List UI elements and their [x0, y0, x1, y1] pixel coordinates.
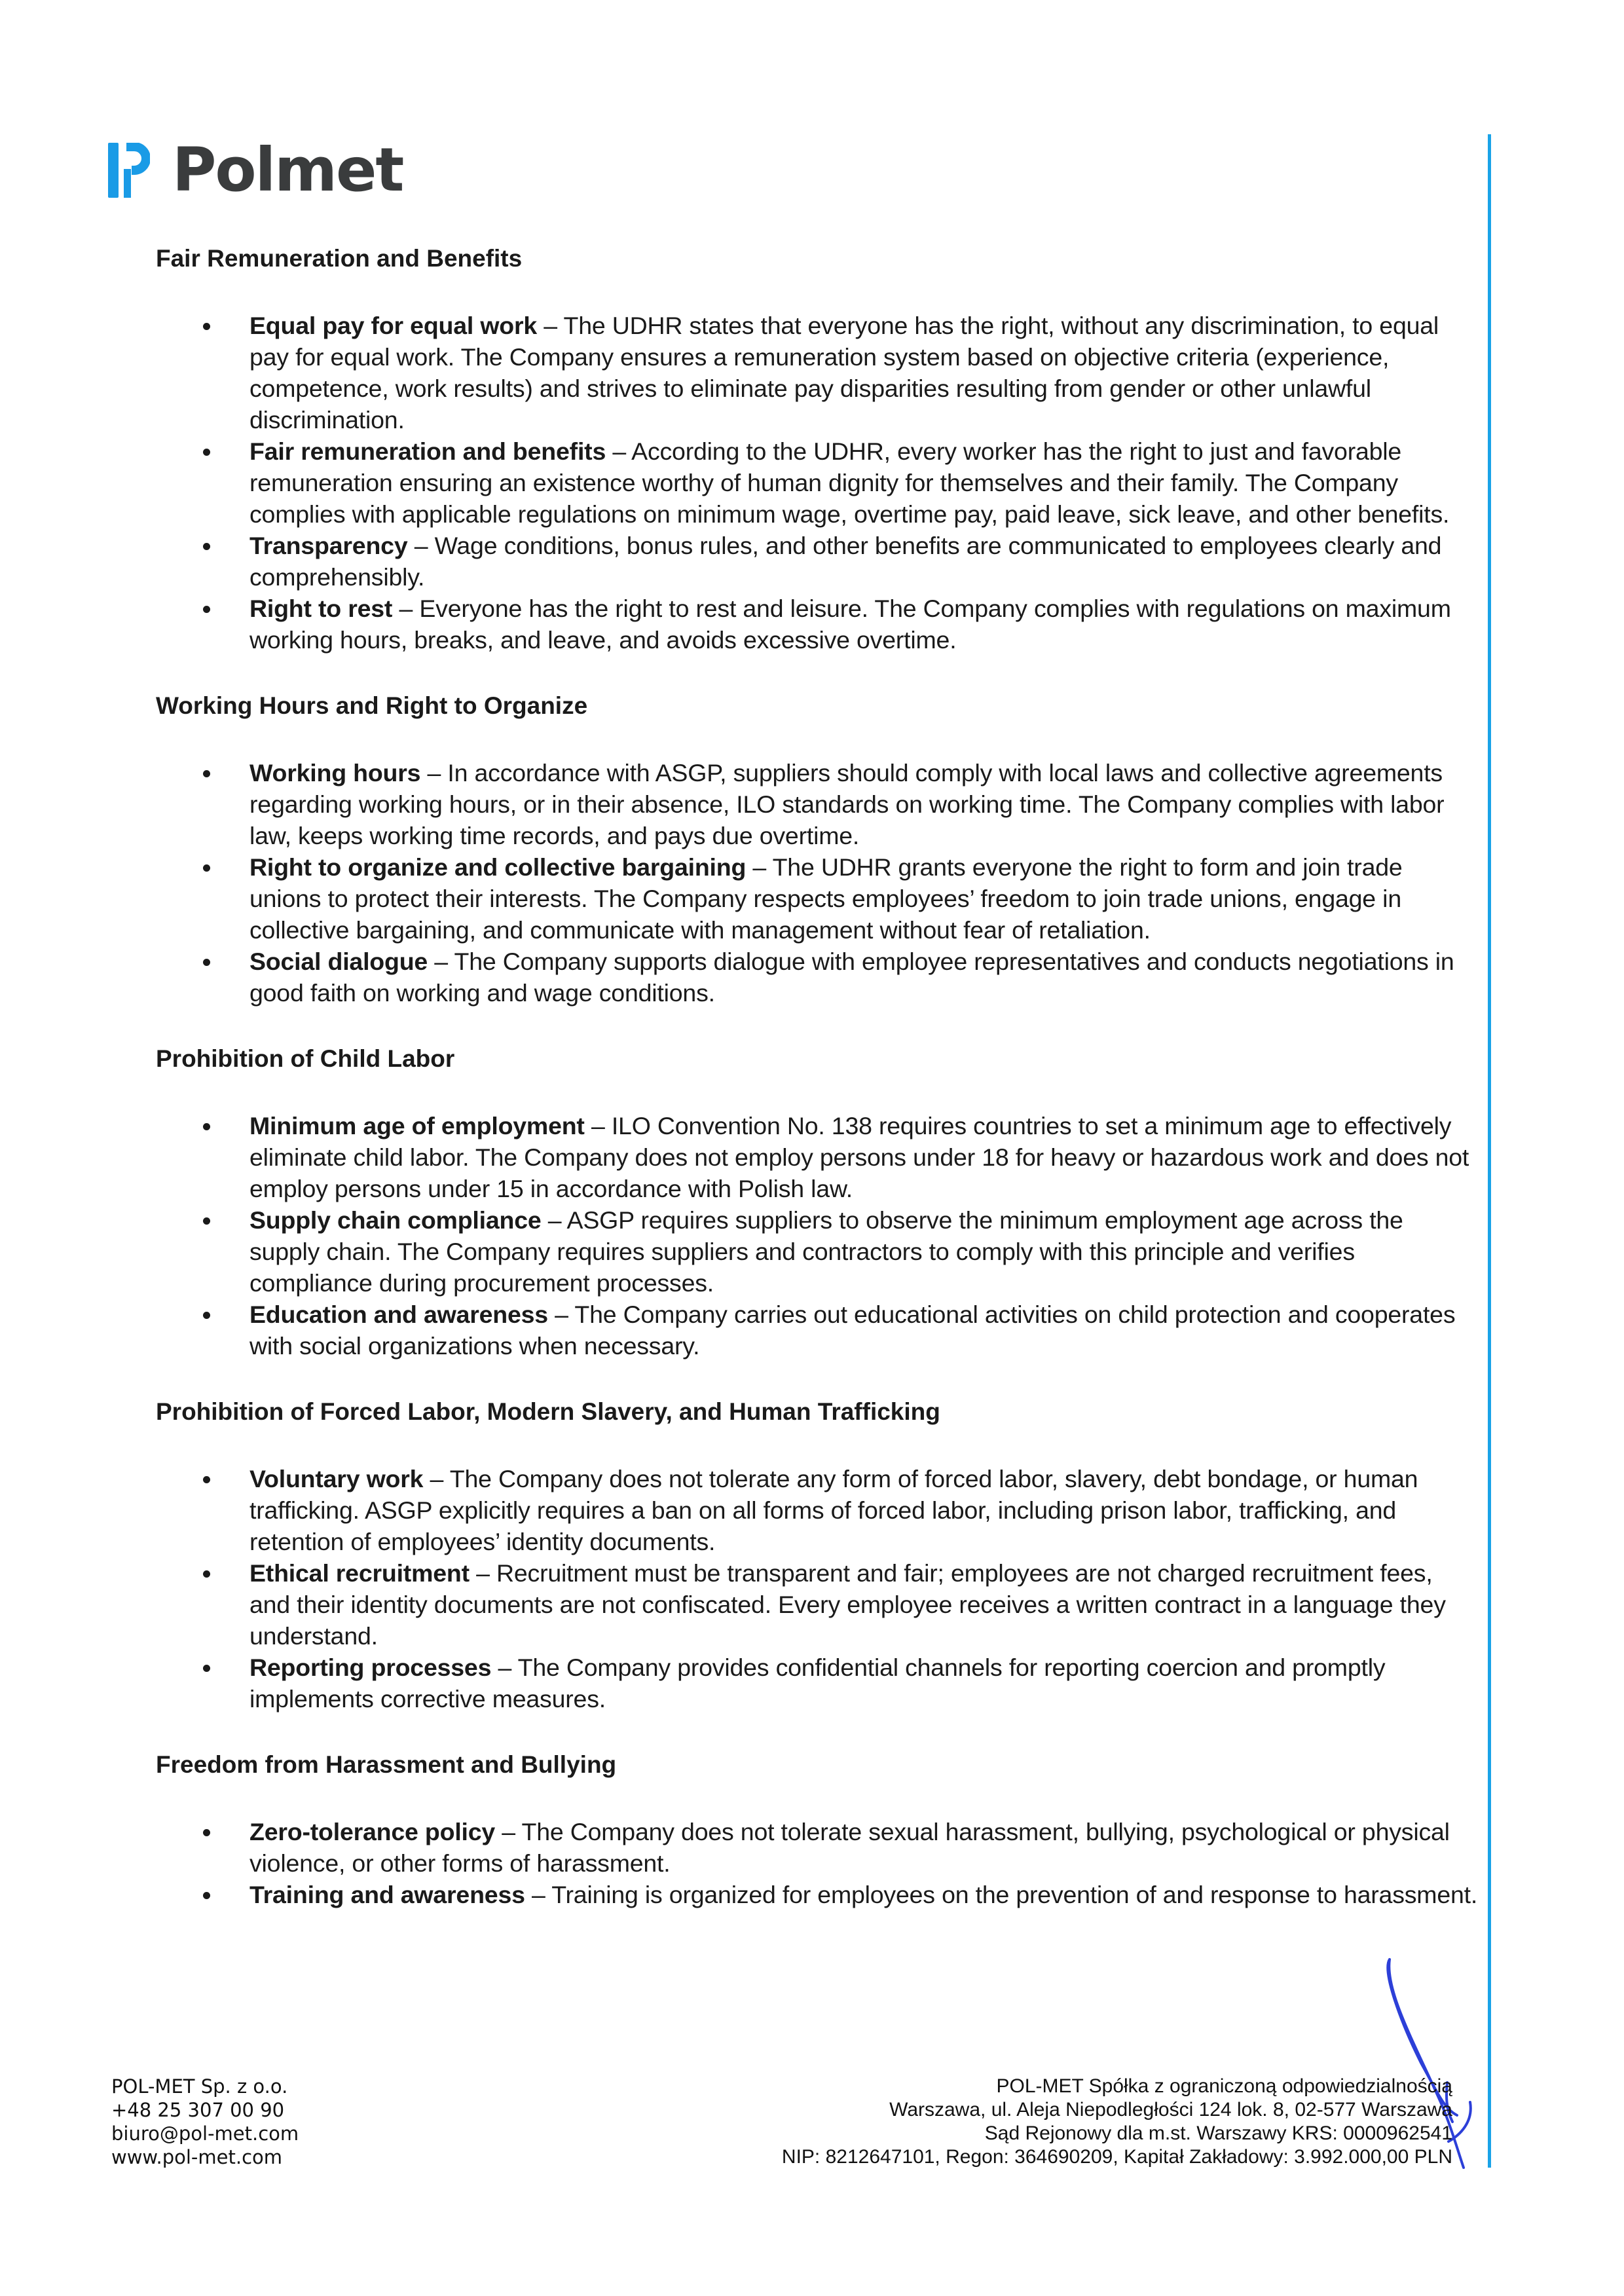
section-title: Fair Remuneration and Benefits	[156, 245, 523, 272]
footer-legal	[782, 2075, 1452, 2169]
bullet-icon	[203, 1123, 210, 1130]
bullet-list	[156, 757, 1479, 1009]
item-text: The UDHR grants everyone the right to form and join trade unions to protect their interests. The Company respects employees’ freedom to join trade unions, engage in collective bargaining, and communicate with management without fear of retaliation.	[249, 853, 1403, 944]
item-term: Education and awareness	[249, 1301, 548, 1328]
section-title: Freedom from Harassment and Bullying	[156, 1751, 617, 1778]
bullet-icon	[203, 449, 210, 456]
company-logo	[108, 134, 403, 206]
list-item: Fair remuneration and benefits – According to the UDHR, every worker has the right to just and favorable remuneration ensuring an existence worthy of human dignity for themselves and their family. The Company complies with applicable regulations on minimum wage, overtime pay, paid leave, sick leave, and other benefits.	[156, 435, 1479, 530]
list-item: Transparency – Wage conditions, bonus rules, and other benefits are communicated to employees clearly and comprehensibly.	[156, 530, 1479, 593]
bullet-icon	[203, 959, 210, 966]
item-term: Training and awareness	[249, 1881, 525, 1908]
item-text: Training is organized for employees on the prevention of and response to harassment.	[551, 1881, 1478, 1908]
bullet-icon	[203, 1892, 210, 1899]
item-term: Reporting processes	[249, 1654, 492, 1681]
footer-contact	[111, 2075, 299, 2169]
list-item: Zero-tolerance policy – The Company does not tolerate sexual harassment, bullying, psychological or physical violence, or other forms of harassment.	[156, 1816, 1479, 1879]
item-text: The Company supports dialogue with employee representatives and conducts negotiations in good faith on working and wage conditions.	[249, 948, 1454, 1007]
bullet-list	[156, 1463, 1479, 1714]
list-item: Social dialogue – The Company supports dialogue with employee representatives and conducts negotiations in good faith on working and wage conditions.	[156, 946, 1479, 1009]
bullet-icon	[203, 323, 210, 330]
polmet-logo-icon	[108, 140, 150, 200]
item-term: Voluntary work	[249, 1465, 424, 1492]
bullet-list	[156, 1110, 1479, 1361]
section-title: Working Hours and Right to Organize	[156, 692, 588, 719]
phone-number: +48 25 307 00 90	[111, 2099, 285, 2121]
item-text: In accordance with ASGP, suppliers should comply with local laws and collective agreements regarding working hours, or in their absence, ILO standards on working time. The Company complies with labor law, keeps working time records, and pays due overtime.	[249, 759, 1445, 849]
list-item: Right to rest – Everyone has the right to rest and leisure. The Company complies with regulations on maximum working hours, breaks, and leave, and avoids excessive overtime.	[156, 593, 1479, 656]
item-term: Ethical recruitment	[249, 1559, 470, 1587]
item-text: Recruitment must be transparent and fair; employees are not charged recruitment fees, and their identity documents are not confiscated. Every employee receives a written contract in a language they understand.	[249, 1559, 1446, 1650]
item-text: According to the UDHR, every worker has the right to just and favorable remuneration ensuring an existence worthy of human dignity for themselves and their family. The Company complies with applicable regulations on minimum wage, overtime pay, paid leave, sick leave, and other benefits.	[249, 437, 1450, 528]
item-term: Right to organize and collective bargaining	[249, 853, 747, 881]
list-item: Working hours – In accordance with ASGP, suppliers should comply with local laws and collective agreements regarding working hours, or in their absence, ILO standards on working time. The Company complies with labor law, keeps working time records, and pays due overtime.	[156, 757, 1479, 851]
bullet-icon	[203, 1829, 210, 1836]
item-text: The Company provides confidential channels for reporting coercion and promptly implements corrective measures.	[249, 1654, 1386, 1713]
bullet-icon	[203, 1665, 210, 1672]
item-text: The Company does not tolerate any form of forced labor, slavery, debt bondage, or human trafficking. ASGP explicitly requires a ban on all forms of forced labor, including prison labor, trafficking, and retention of employees’ identity documents.	[249, 1465, 1418, 1555]
email-link[interactable]: biuro@pol-met.com	[111, 2122, 299, 2145]
bullet-icon	[203, 1217, 210, 1225]
document-body	[156, 242, 1479, 1910]
section-harassment	[156, 1749, 1479, 1910]
item-term: Working hours	[249, 759, 421, 787]
bullet-list	[156, 310, 1479, 656]
bullet-icon	[203, 864, 210, 872]
list-item: Reporting processes – The Company provides confidential channels for reporting coercion and promptly implements corrective measures.	[156, 1652, 1479, 1714]
item-term: Equal pay for equal work	[249, 312, 538, 339]
section-forced-labor	[156, 1396, 1479, 1714]
bullet-icon	[203, 1476, 210, 1483]
bullet-list	[156, 1816, 1479, 1910]
logo-wordmark: Polmet	[172, 135, 403, 205]
item-text: Everyone has the right to rest and leisure. The Company complies with regulations on maximum working hours, breaks, and leave, and avoids excessive overtime.	[249, 595, 1451, 654]
list-item: Supply chain compliance – ASGP requires suppliers to observe the minimum employment age across the supply chain. The Company requires suppliers and contractors to comply with this principle and verifies compliance during procurement processes.	[156, 1204, 1479, 1299]
bullet-icon	[203, 770, 210, 777]
item-text: The UDHR states that everyone has the right, without any discrimination, to equal pay for equal work. The Company ensures a remuneration system based on objective criteria (experience, competence, work results) and strives to eliminate pay disparities resulting from gender or other unlawful discrimination.	[249, 312, 1439, 434]
item-term: Supply chain compliance	[249, 1206, 542, 1234]
item-text: The Company carries out educational activities on child protection and cooperates with social organizations when necessary.	[249, 1301, 1456, 1360]
item-term: Transparency	[249, 532, 408, 559]
item-text: ILO Convention No. 138 requires countries to set a minimum age to effectively eliminate child labor. The Company does not employ persons under 18 for heavy or hazardous work and does not employ persons under 15 in accordance with Polish law.	[249, 1112, 1469, 1202]
company-name: POL-MET Sp. z o.o.	[111, 2075, 288, 2098]
item-term: Fair remuneration and benefits	[249, 437, 606, 465]
legal-company-name: POL-MET Spółka z ograniczoną odpowiedzialnością	[996, 2075, 1452, 2097]
margin-rule	[1488, 134, 1491, 2168]
list-item: Training and awareness – Training is organized for employees on the prevention of and response to harassment.	[156, 1879, 1479, 1910]
section-child-labor	[156, 1043, 1479, 1361]
item-term: Right to rest	[249, 595, 393, 622]
item-text: The Company does not tolerate sexual harassment, bullying, psychological or physical violence, or other forms of harassment.	[249, 1818, 1450, 1877]
item-term: Zero-tolerance policy	[249, 1818, 496, 1845]
company-address: Warszawa, ul. Aleja Niepodległości 124 lok. 8, 02-577 Warszawa	[889, 2099, 1452, 2120]
item-term: Social dialogue	[249, 948, 428, 975]
court-registration: Sąd Rejonowy dla m.st. Warszawy KRS: 0000962541	[984, 2122, 1452, 2144]
bullet-icon	[203, 1312, 210, 1319]
section-title: Prohibition of Forced Labor, Modern Slavery, and Human Trafficking	[156, 1398, 940, 1425]
list-item: Voluntary work – The Company does not tolerate any form of forced labor, slavery, debt bondage, or human trafficking. ASGP explicitly requires a ban on all forms of forced labor, including prison labor, trafficking, and retention of employees’ identity documents.	[156, 1463, 1479, 1557]
item-term: Minimum age of employment	[249, 1112, 585, 1139]
section-working-hours	[156, 690, 1479, 1009]
bullet-icon	[203, 543, 210, 550]
list-item: Ethical recruitment – Recruitment must be transparent and fair; employees are not charged recruitment fees, and their identity documents are not confiscated. Every employee receives a written contract in a language they understand.	[156, 1557, 1479, 1652]
list-item: Right to organize and collective bargaining – The UDHR grants everyone the right to form and join trade unions to protect their interests. The Company respects employees’ freedom to join trade unions, engage in collective bargaining, and communicate with management without fear of retaliation.	[156, 851, 1479, 946]
item-text: ASGP requires suppliers to observe the minimum employment age across the supply chain. The Company requires suppliers and contractors to comply with this principle and verifies compliance during procurement processes.	[249, 1206, 1403, 1297]
bullet-icon	[203, 606, 210, 613]
section-title: Prohibition of Child Labor	[156, 1045, 455, 1072]
website-link[interactable]: www.pol-met.com	[111, 2146, 282, 2168]
section-fair-remuneration	[156, 242, 1479, 656]
list-item: Equal pay for equal work – The UDHR states that everyone has the right, without any discrimination, to equal pay for equal work. The Company ensures a remuneration system based on objective criteria (experience, competence, work results) and strives to eliminate pay disparities resulting from gender or other unlawful discrimination.	[156, 310, 1479, 435]
bullet-icon	[203, 1570, 210, 1578]
item-text: Wage conditions, bonus rules, and other benefits are communicated to employees clearly and comprehensibly.	[249, 532, 1442, 591]
list-item: Minimum age of employment – ILO Convention No. 138 requires countries to set a minimum age to effectively eliminate child labor. The Company does not employ persons under 18 for heavy or hazardous work and does not employ persons under 15 in accordance with Polish law.	[156, 1110, 1479, 1204]
tax-ids: NIP: 8212647101, Regon: 364690209, Kapitał Zakładowy: 3.992.000,00 PLN	[781, 2146, 1452, 2168]
list-item: Education and awareness – The Company carries out educational activities on child protection and cooperates with social organizations when necessary.	[156, 1299, 1479, 1361]
